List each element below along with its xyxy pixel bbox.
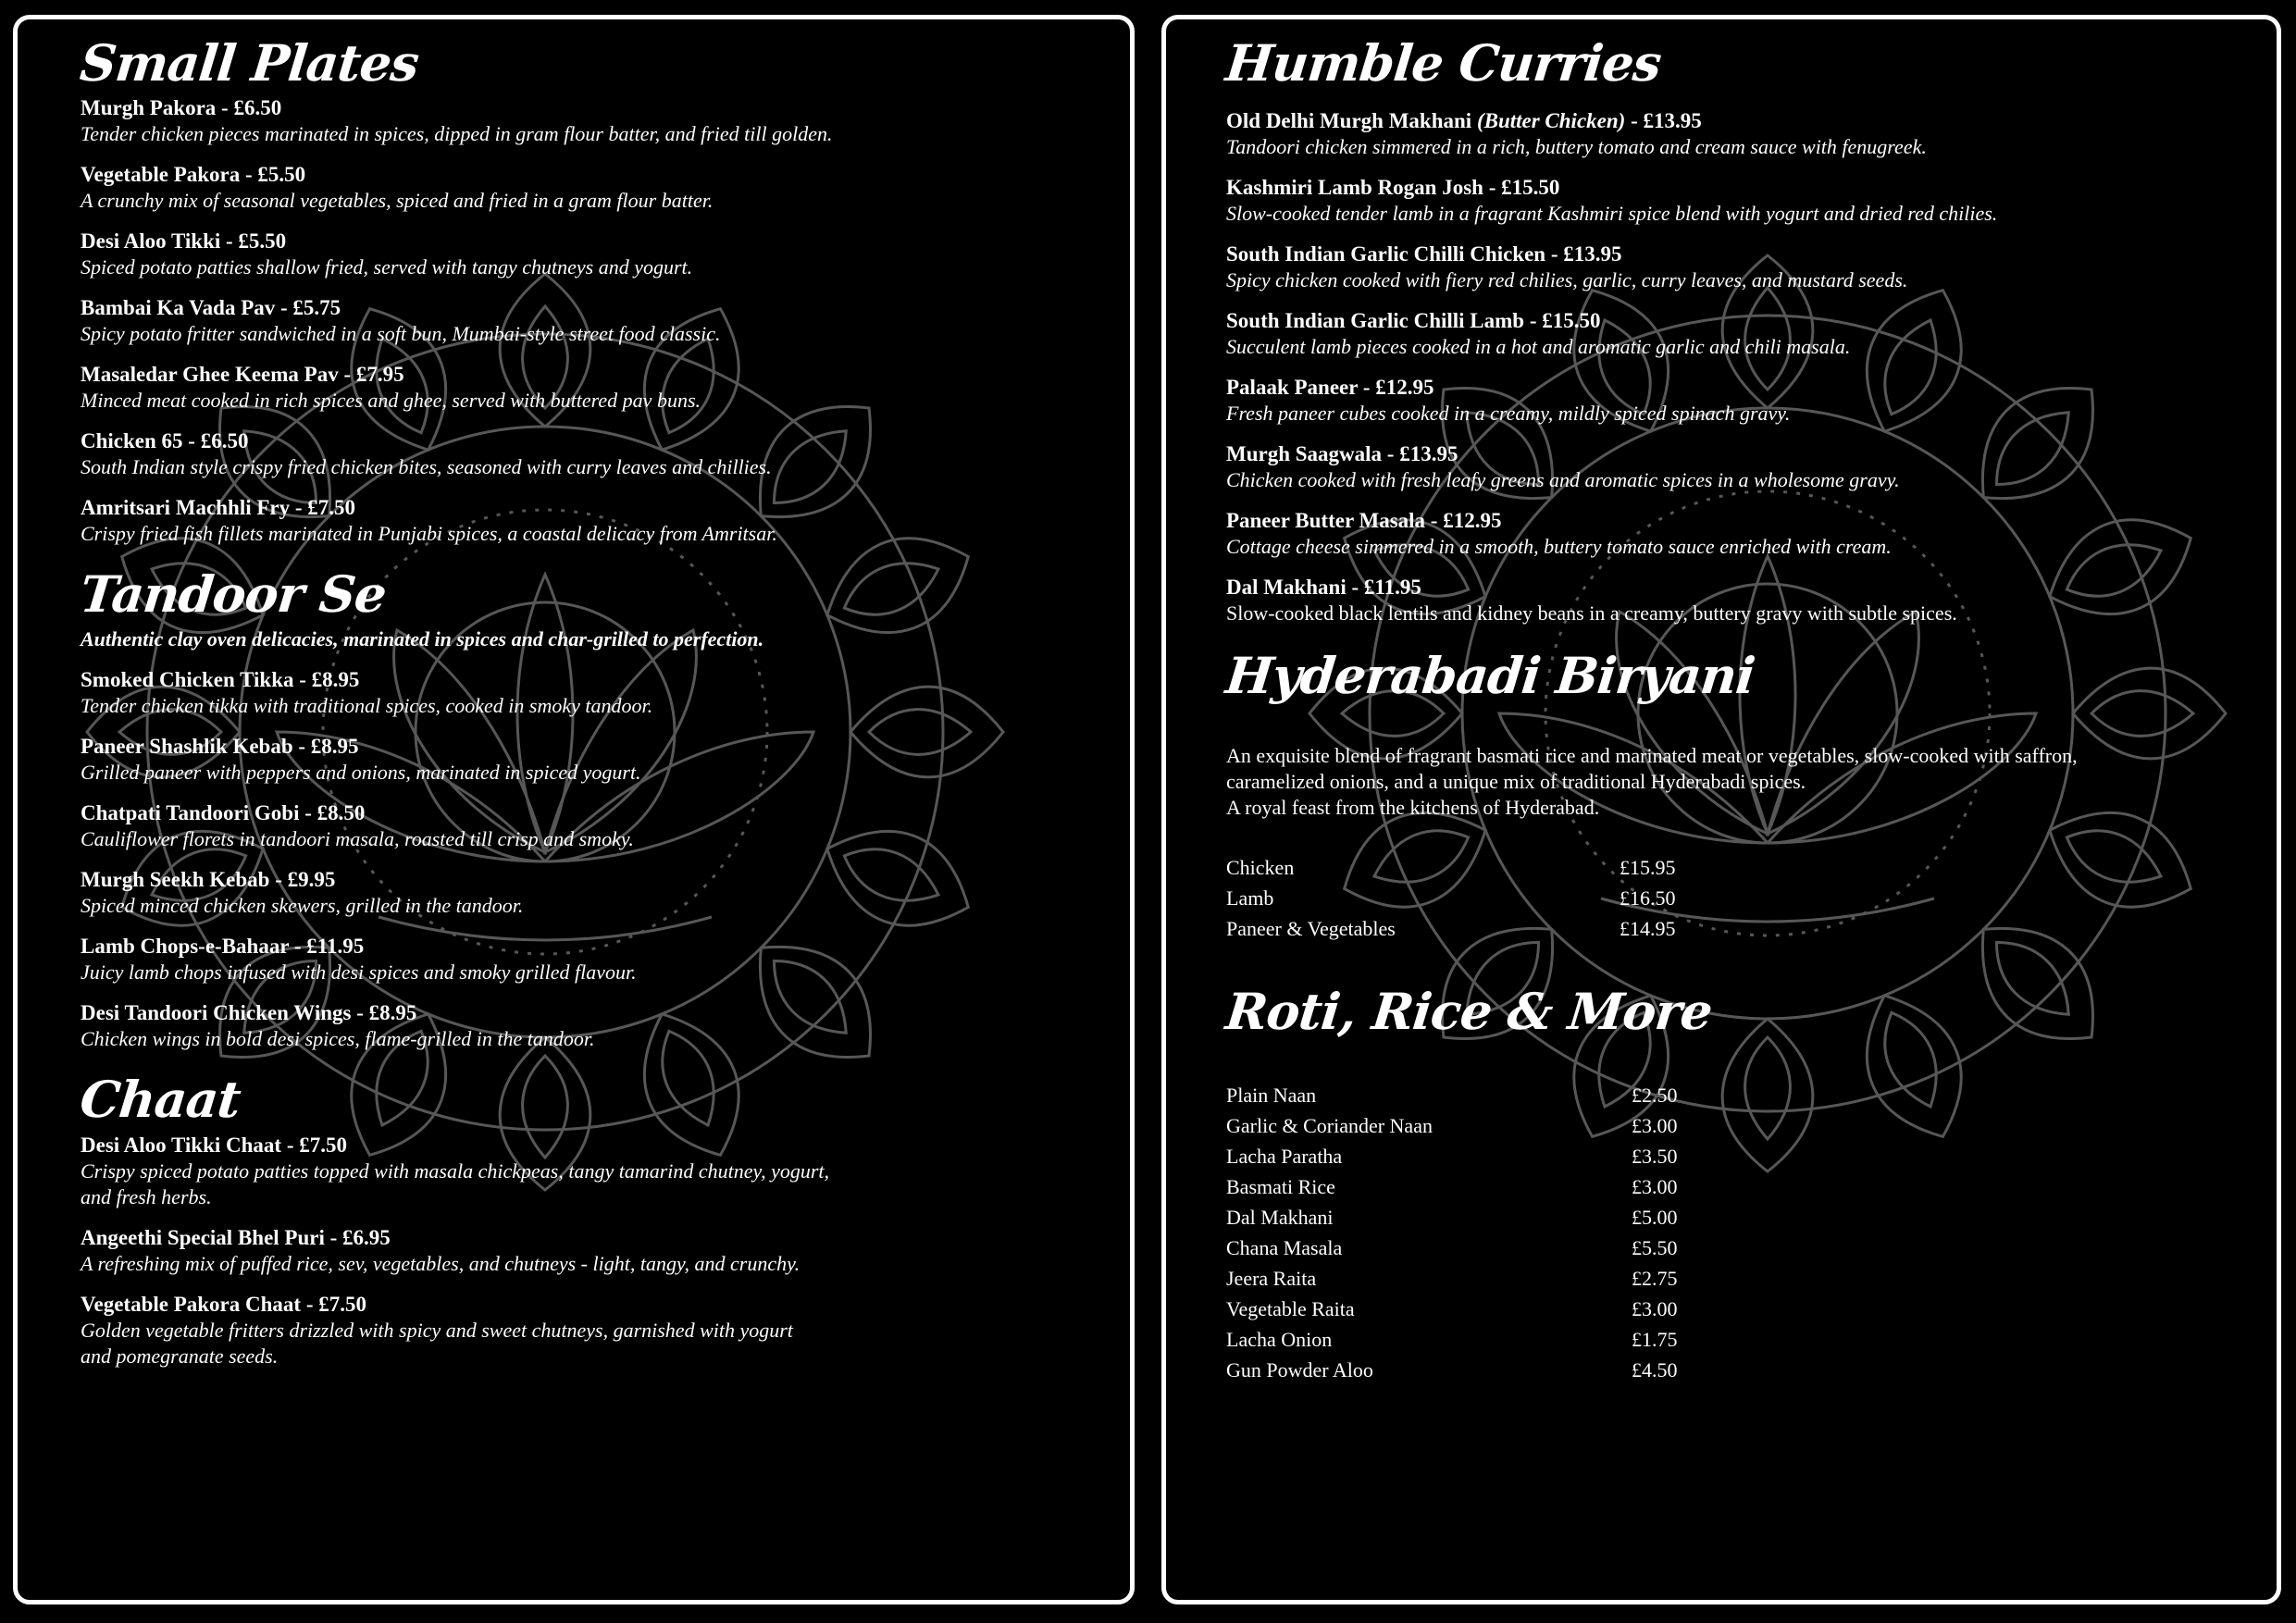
price-row-price: £5.00 [1632,1205,1678,1229]
list-item [81,95,1098,147]
list-item [81,934,1098,985]
list-item [81,362,1098,414]
chaat-list [81,1133,1098,1369]
list-item [81,295,1098,347]
price-row-name: Chicken [1226,856,1295,880]
item-description: Golden vegetable fritters drizzled with spicy and sweet chutneys, garnished with yogurt [81,1318,793,1342]
item-description: South Indian style crispy fried chicken bites, seasoned with curry leaves and chillies. [81,455,772,479]
item-name: Murgh Saagwala - £13.95 [1226,442,1458,466]
price-row-name: Jeera Raita [1226,1266,1317,1290]
item-name: Paneer Shashlik Kebab - £8.95 [81,735,359,759]
item-name: Amritsari Machhli Fry - £7.50 [81,496,356,520]
list-item [1226,242,2263,293]
left-column [77,31,1098,1384]
item-name: Paneer Butter Masala - £12.95 [1226,509,1502,533]
price-row [1226,1355,2263,1385]
price-row-price: £3.50 [1632,1144,1678,1168]
price-row [1226,1202,2263,1233]
price-row-price: £16.50 [1620,886,1676,911]
list-item [1226,508,2263,560]
list-item [81,1133,1098,1210]
item-name: Desi Tandoori Chicken Wings - £8.95 [81,1001,417,1025]
tandoor-se-list [81,667,1098,1052]
hyderabadi-biryani-title: Hyderabadi Biryani [1222,646,1757,706]
item-name-text: Old Delhi Murgh Makhani [1226,109,1477,133]
item-description: Spicy potato fritter sandwiched in a soft bun, Mumbai-style street food classic. [81,322,721,346]
item-description: and fresh herbs. [81,1184,212,1208]
list-item [81,495,1098,547]
item-description: Slow-cooked tender lamb in a fragrant Kashmiri spice blend with yogurt and dried red chilies. [1226,202,1998,226]
price-row-price: £3.00 [1632,1113,1678,1137]
list-item [81,667,1098,719]
item-name: Chatpati Tandoori Gobi - £8.50 [81,801,366,825]
item-name: Bambai Ka Vada Pav - £5.75 [81,296,341,320]
price-row-price: £15.95 [1620,856,1676,880]
price-row-name: Dal Makhani [1226,1205,1334,1229]
price-row [1226,852,2263,883]
price-row [1226,913,2263,944]
list-item [81,162,1098,214]
price-row [1226,1080,2263,1110]
item-name [1226,108,2263,134]
item-name: Murgh Seekh Kebab - £9.95 [81,868,336,892]
item-name: South Indian Garlic Chilli Chicken - £13.95 [1226,242,1622,266]
list-item [1226,308,2263,360]
item-description: Tender chicken tikka with traditional spices, cooked in smoky tandoor. [81,694,653,718]
item-name: Desi Aloo Tikki Chaat - £7.50 [81,1133,347,1157]
list-item [1226,575,2263,626]
item-description: Succulent lamb pieces cooked in a hot and aromatic garlic and chili masala. [1226,335,1851,359]
price-row-price: £4.50 [1632,1357,1678,1381]
item-description: A crunchy mix of seasonal vegetables, spiced and fried in a gram flour batter. [81,189,714,213]
item-description: A refreshing mix of puffed rice, sev, vegetables, and chutneys - light, tangy, and crunchy. [81,1251,800,1275]
price-row-price: £3.00 [1632,1296,1678,1320]
price-row-name: Lacha Paratha [1226,1144,1343,1168]
list-item [81,800,1098,852]
menu-page-right [1161,15,2281,1604]
list-item [1226,441,2263,493]
price-row-name: Basmati Rice [1226,1174,1335,1198]
item-description: Spiced minced chicken skewers, grilled in the tandoor. [81,894,524,918]
tandoor-se-title: Tandoor Se [77,564,390,625]
tandoor-se-subtitle: Authentic clay oven delicacies, marinated in spices and char-grilled to perfection. [81,627,764,651]
item-name: Dal Makhani - £11.95 [1226,576,1421,600]
item-description: and pomegranate seeds. [81,1344,279,1368]
price-row-name: Chana Masala [1226,1235,1343,1259]
price-row-name: Gun Powder Aloo [1226,1357,1373,1381]
price-row [1226,1294,2263,1324]
list-item [81,1292,1098,1369]
list-item [1226,175,2263,227]
item-description: Chicken wings in bold desi spices, flame-grilled in the tandoor. [81,1027,595,1051]
item-description: Cauliflower florets in tandoori masala, roasted till crisp and smoky. [81,827,634,851]
humble-curries-title: Humble Curries [1222,33,1664,93]
item-name: Chicken 65 - £6.50 [81,429,249,453]
item-name: Kashmiri Lamb Rogan Josh - £15.50 [1226,176,1560,200]
item-name: Desi Aloo Tikki - £5.50 [81,229,287,254]
price-row-name: Garlic & Coriander Naan [1226,1113,1433,1137]
price-row-price: £14.95 [1620,917,1676,941]
item-name: Murgh Pakora - £6.50 [81,96,282,120]
price-row-name: Lamb [1226,886,1274,911]
list-item [81,734,1098,786]
biryani-intro-line: caramelized onions, and a unique mix of traditional Hyderabadi spices. [1226,770,1806,794]
item-description: Spiced potato patties shallow fried, served with tangy chutneys and yogurt. [81,255,693,279]
item-description: Slow-cooked black lentils and kidney beans in a creamy, buttery gravy with subtle spices. [1226,601,1957,626]
list-item [81,428,1098,480]
item-description: Cottage cheese simmered in a smooth, buttery tomato sauce enriched with cream. [1226,535,1892,559]
item-name: Vegetable Pakora - £5.50 [81,163,306,187]
item-price: - £13.95 [1625,109,1702,133]
list-item [1226,108,2263,160]
item-description: Grilled paneer with peppers and onions, marinated in spiced yogurt. [81,761,641,785]
menu-page-left [13,15,1135,1604]
item-name: Lamb Chops-e-Bahaar - £11.95 [81,935,365,959]
item-description: Fresh paneer cubes cooked in a creamy, mildly spiced spinach gravy. [1226,402,1791,426]
roti-rice-more-title: Roti, Rice & More [1222,982,1715,1042]
list-item [1226,375,2263,427]
price-row-price: £1.75 [1632,1327,1678,1351]
biryani-price-list [1226,852,2263,944]
item-description: Tender chicken pieces marinated in spices, dipped in gram flour batter, and fried till golden. [81,122,833,146]
small-plates-title: Small Plates [77,33,422,93]
biryani-intro-line: A royal feast from the kitchens of Hyderabad. [1226,796,1600,820]
price-row [1226,1324,2263,1355]
chaat-title: Chaat [77,1070,243,1130]
price-row-price: £3.00 [1632,1174,1678,1198]
list-item [81,229,1098,280]
item-description: Spicy chicken cooked with fiery red chilies, garlic, curry leaves, and mustard seeds. [1226,268,1908,292]
price-row-price: £2.75 [1632,1266,1678,1290]
item-name: Smoked Chicken Tikka - £8.95 [81,668,360,692]
price-row-name: Lacha Onion [1226,1327,1333,1351]
price-row [1226,883,2263,913]
list-item [81,1225,1098,1277]
item-alt-name: (Butter Chicken) [1476,109,1626,133]
item-name: Vegetable Pakora Chaat - £7.50 [81,1292,366,1316]
item-description: Chicken cooked with fresh leafy greens and aromatic spices in a wholesome gravy. [1226,468,1900,492]
curries-list [1226,108,2263,626]
price-row-name: Vegetable Raita [1226,1296,1355,1320]
biryani-intro-line: An exquisite blend of fragrant basmati rice and marinated meat or vegetables, slow-cooked with saffron, [1226,744,2078,768]
price-row-price: £5.50 [1632,1235,1678,1259]
extras-price-list [1226,1080,2263,1385]
list-item [81,1000,1098,1052]
item-description: Crispy spiced potato patties topped with masala chickpeas, tangy tamarind chutney, yogurt, [81,1158,830,1183]
price-row [1226,1110,2263,1141]
small-plates-list [81,95,1098,547]
item-description: Tandoori chicken simmered in a rich, buttery tomato and cream sauce with fenugreek. [1226,135,1927,159]
item-description: Juicy lamb chops infused with desi spices and smoky grilled flavour. [81,960,637,985]
price-row [1226,1233,2263,1263]
item-description: Crispy fried fish fillets marinated in Punjabi spices, a coastal delicacy from Amritsar. [81,522,777,546]
biryani-intro [1226,743,2263,821]
item-name: Masaledar Ghee Keema Pav - £7.95 [81,363,404,387]
price-row [1226,1141,2263,1171]
list-item [81,867,1098,919]
price-row [1226,1171,2263,1202]
price-row [1226,1263,2263,1294]
price-row-name: Plain Naan [1226,1083,1317,1107]
item-name: South Indian Garlic Chilli Lamb - £15.50 [1226,309,1601,333]
right-column [1222,31,2263,1385]
item-name: Angeethi Special Bhel Puri - £6.95 [81,1225,391,1249]
item-name: Palaak Paneer - £12.95 [1226,376,1434,400]
price-row-price: £2.50 [1632,1083,1678,1107]
price-row-name: Paneer & Vegetables [1226,917,1396,941]
item-description: Minced meat cooked in rich spices and ghee, served with buttered pav buns. [81,389,701,413]
